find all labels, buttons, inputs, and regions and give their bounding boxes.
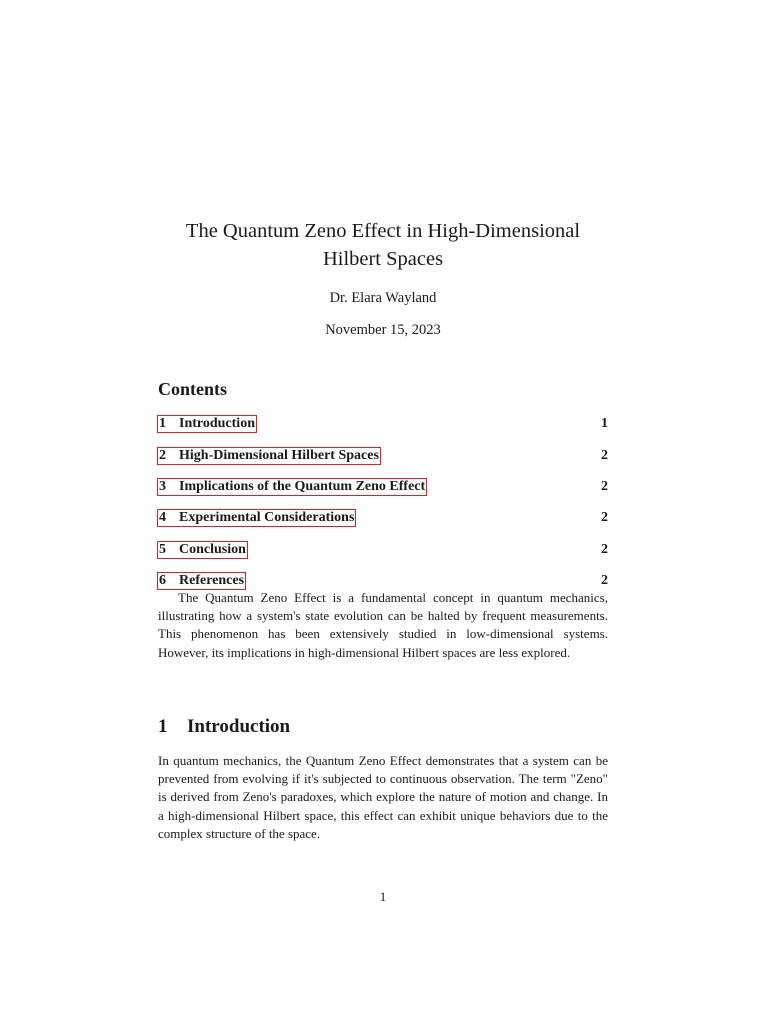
toc-label: References [179, 573, 245, 588]
toc-label: Experimental Considerations [179, 510, 355, 525]
contents-heading: Contents [158, 379, 228, 399]
toc-page-number: 2 [601, 542, 608, 557]
toc-entry-conclusion [157, 541, 608, 559]
toc-entry-implications [157, 478, 608, 496]
toc-entry-experimental [157, 509, 608, 527]
toc-page-number: 2 [601, 479, 608, 494]
author-name: Dr. Elara Wayland [329, 290, 437, 306]
paper-title: The Quantum Zeno Effect in High-Dimensional Hilbert Spaces [185, 220, 581, 270]
toc-number: 5 [159, 542, 166, 557]
toc-link-experimental[interactable] [157, 509, 356, 527]
toc-page-number: 2 [601, 448, 608, 463]
toc-number: 2 [159, 448, 166, 463]
introduction-paragraph: In quantum mechanics, the Quantum Zeno Effect demonstrates that a system can be prevented from evolving if it's subjected to continuous observation. The term "Zeno" is derived from Zeno's paradoxes, which explore the nature of motion and change. In a high-dimensional Hilbert space, this effect can exhibit unique behaviors due to the complex structure of the space. [158, 753, 608, 841]
toc-link-introduction[interactable] [157, 415, 257, 433]
toc-number: 4 [159, 510, 166, 525]
toc-label: Conclusion [179, 542, 246, 557]
toc-label: Implications of the Quantum Zeno Effect [179, 479, 426, 494]
section-heading-introduction [158, 716, 290, 738]
toc-link-references[interactable] [157, 572, 246, 590]
toc-entry-references [157, 572, 608, 590]
toc-page-number: 2 [601, 573, 608, 588]
toc-link-hilbert-spaces[interactable] [157, 447, 381, 465]
page-number: 1 [379, 889, 387, 904]
section-number: 1 [158, 716, 168, 737]
toc-link-implications[interactable] [157, 478, 427, 496]
toc-page-number: 2 [601, 510, 608, 525]
toc-number: 1 [159, 416, 166, 431]
toc-entry-hilbert-spaces [157, 447, 608, 465]
toc-label: Introduction [179, 416, 255, 431]
toc-link-conclusion[interactable] [157, 541, 248, 559]
publication-date: November 15, 2023 [325, 322, 441, 338]
abstract-paragraph: The Quantum Zeno Effect is a fundamental concept in quantum mechanics, illustrating how a system's state evolution can be halted by frequent measurements. This phenomenon has been extensively studied in low-dimensional systems. However, its implications in high-dimensional Hilbert spaces are less explored. [158, 590, 608, 660]
section-title: Introduction [187, 716, 291, 737]
toc-label: High-Dimensional Hilbert Spaces [179, 448, 379, 463]
toc-page-number: 1 [601, 416, 608, 431]
toc-number: 3 [159, 479, 166, 494]
toc-number: 6 [159, 573, 166, 588]
toc-entry-introduction [157, 415, 608, 433]
